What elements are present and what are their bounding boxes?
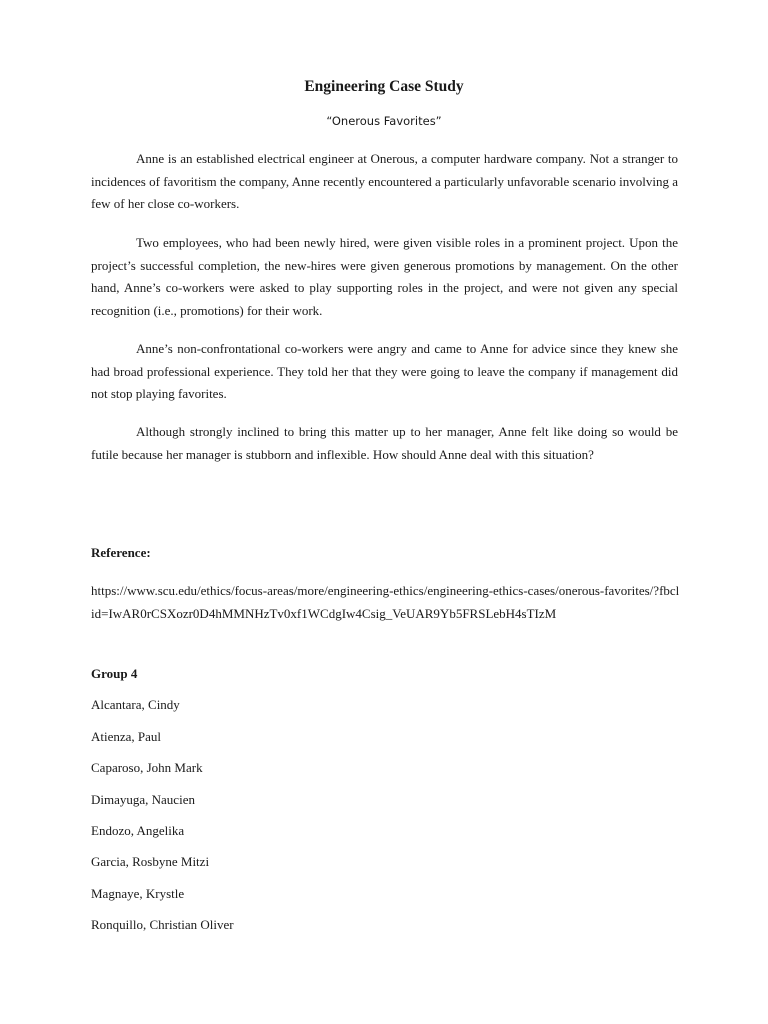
- reference-heading: Reference:: [91, 545, 151, 560]
- member-name: Garcia, Rosbyne Mitzi: [91, 854, 210, 869]
- member-name: Caparoso, John Mark: [91, 760, 203, 775]
- page-title: Engineering Case Study: [304, 78, 464, 95]
- member-name: Ronquillo, Christian Oliver: [91, 917, 234, 932]
- group-heading: Group 4: [91, 666, 138, 681]
- paragraph-3: Anne’s non-confrontational co-workers were angry and came to Anne for advice since they knew she had broad professional experience. They told her that they were going to leave the company if management did not stop playing favorites.: [91, 341, 678, 401]
- member-name: Endozo, Angelika: [91, 823, 185, 838]
- member-name: Magnaye, Krystle: [91, 886, 185, 901]
- reference-link[interactable]: https://www.scu.edu/ethics/focus-areas/more/engineering-ethics/engineering-ethics-cases/onerous-favorites/?fbclid=IwAR0rCSXozr0D4hMMNHzTv0xf1WCdgIw4Csig_VeUAR9Yb5FRSLebH4sTIzM: [91, 583, 680, 621]
- member-name: Atienza, Paul: [91, 729, 162, 744]
- case-subtitle: “Onerous Favorites”: [326, 114, 442, 128]
- member-name: Alcantara, Cindy: [91, 697, 180, 712]
- member-name: Dimayuga, Naucien: [91, 792, 195, 807]
- paragraph-1: Anne is an established electrical engineer at Onerous, a computer hardware company. Not a stranger to incidences of favoritism the company, Anne recently encountered a particularly unfavorable scenario involving a few of her close co-workers.: [91, 151, 678, 211]
- paragraph-4: Although strongly inclined to bring this matter up to her manager, Anne felt like doing so would be futile because her manager is stubborn and inflexible. How should Anne deal with this situation?: [91, 424, 678, 462]
- paragraph-2: Two employees, who had been newly hired, were given visible roles in a prominent project. Upon the project’s successful completion, the new-hires were given generous promotions by management. On the other hand, Anne’s co-workers were asked to play supporting roles in the project, and were not given any special recognition (i.e., promotions) for their work.: [91, 235, 678, 318]
